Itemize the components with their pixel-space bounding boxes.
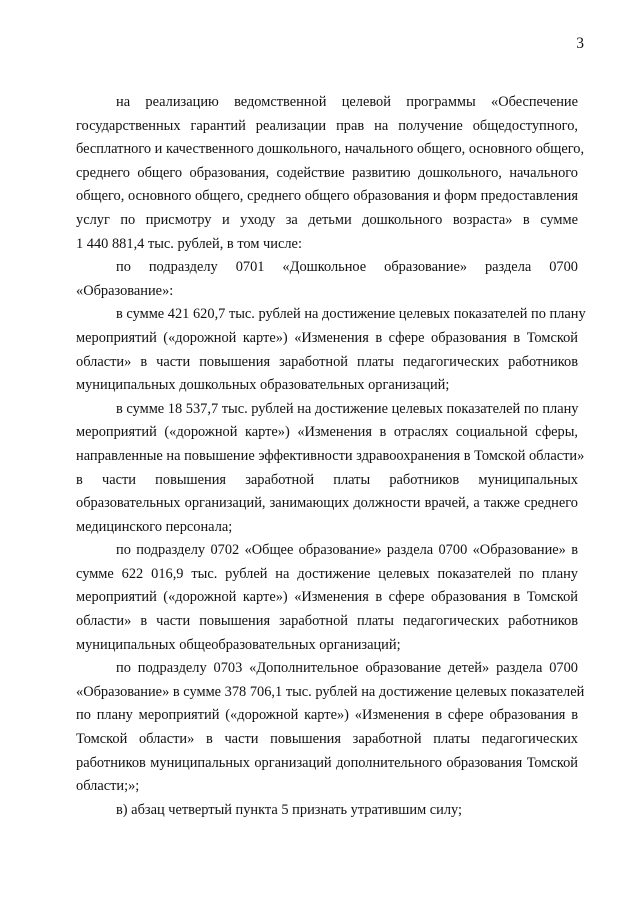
text-line: сумме 622 016,9 тыс. рублей на достижение целевых показателей по плану <box>76 565 578 582</box>
text-line: области» в части повышения заработной платы педагогических работников <box>76 353 578 370</box>
paragraph <box>76 799 578 823</box>
text-line: медицинского персонала; <box>76 518 233 535</box>
paragraph <box>76 398 585 540</box>
text-line: 1 440 881,4 тыс. рублей, в том числе: <box>76 235 302 252</box>
text-line: в сумме 421 620,7 тыс. рублей на достижение целевых показателей по плану <box>116 306 586 323</box>
text-line: муниципальных дошкольных образовательных организаций; <box>76 377 450 394</box>
text-line: направленные на повышение эффективности здравоохранения в Томской области» <box>76 447 585 464</box>
text-line: среднего общего образования, содействие развитию дошкольного, начального <box>76 164 578 181</box>
paragraph <box>76 91 585 256</box>
document-body <box>76 91 586 822</box>
text-line: по подразделу 0702 «Общее образование» раздела 0700 «Образование» в <box>116 542 578 559</box>
paragraph <box>76 256 578 303</box>
text-line: «Образование» в сумме 378 706,1 тыс. рублей на достижение целевых показателей <box>76 683 585 700</box>
text-line: услуг по присмотру и уходу за детьми дошкольного возраста» в сумме <box>76 211 578 228</box>
text-line: в сумме 18 537,7 тыс. рублей на достижение целевых показателей по плану <box>116 400 579 417</box>
text-line: мероприятий («дорожной карте») «Изменения в сфере образования в Томской <box>76 589 578 606</box>
text-line: «Образование»: <box>76 282 174 299</box>
text-line: образовательных организаций, занимающих должности врачей, а также среднего <box>76 495 578 512</box>
text-line: на реализацию ведомственной целевой программы «Обеспечение <box>116 94 578 110</box>
paragraph <box>76 657 585 799</box>
text-line: Томской области» в части повышения заработной платы педагогических <box>76 731 578 748</box>
text-line: области;»; <box>76 778 140 795</box>
text-line: общего, основного общего, среднего общего образования и форм предоставления <box>76 188 578 205</box>
text-line: по плану мероприятий («дорожной карте») «Изменения в сфере образования в <box>76 707 578 724</box>
text-line: бесплатного и качественного дошкольного, начального общего, основного общего, <box>76 141 585 158</box>
page-number: 3 <box>576 35 584 52</box>
paragraph <box>76 539 578 657</box>
text-line: по подразделу 0701 «Дошкольное образование» раздела 0700 <box>116 259 578 276</box>
text-line: области» в части повышения заработной платы педагогических работников <box>76 613 578 630</box>
text-line: работников муниципальных организаций дополнительного образования Томской <box>76 754 578 771</box>
paragraph <box>76 303 586 397</box>
text-line: мероприятий («дорожной карте») «Изменения в сфере образования в Томской <box>76 329 578 346</box>
text-line: государственных гарантий реализации прав на получение общедоступного, <box>76 117 578 134</box>
text-line: по подразделу 0703 «Дополнительное образование детей» раздела 0700 <box>116 660 578 677</box>
text-line: в) абзац четвертый пункта 5 признать утратившим силу; <box>116 801 463 818</box>
text-line: мероприятий («дорожной карте») «Изменения в отраслях социальной сферы, <box>76 424 578 441</box>
text-line: в части повышения заработной платы работников муниципальных <box>76 471 578 488</box>
text-line: муниципальных общеобразовательных организаций; <box>76 636 401 653</box>
